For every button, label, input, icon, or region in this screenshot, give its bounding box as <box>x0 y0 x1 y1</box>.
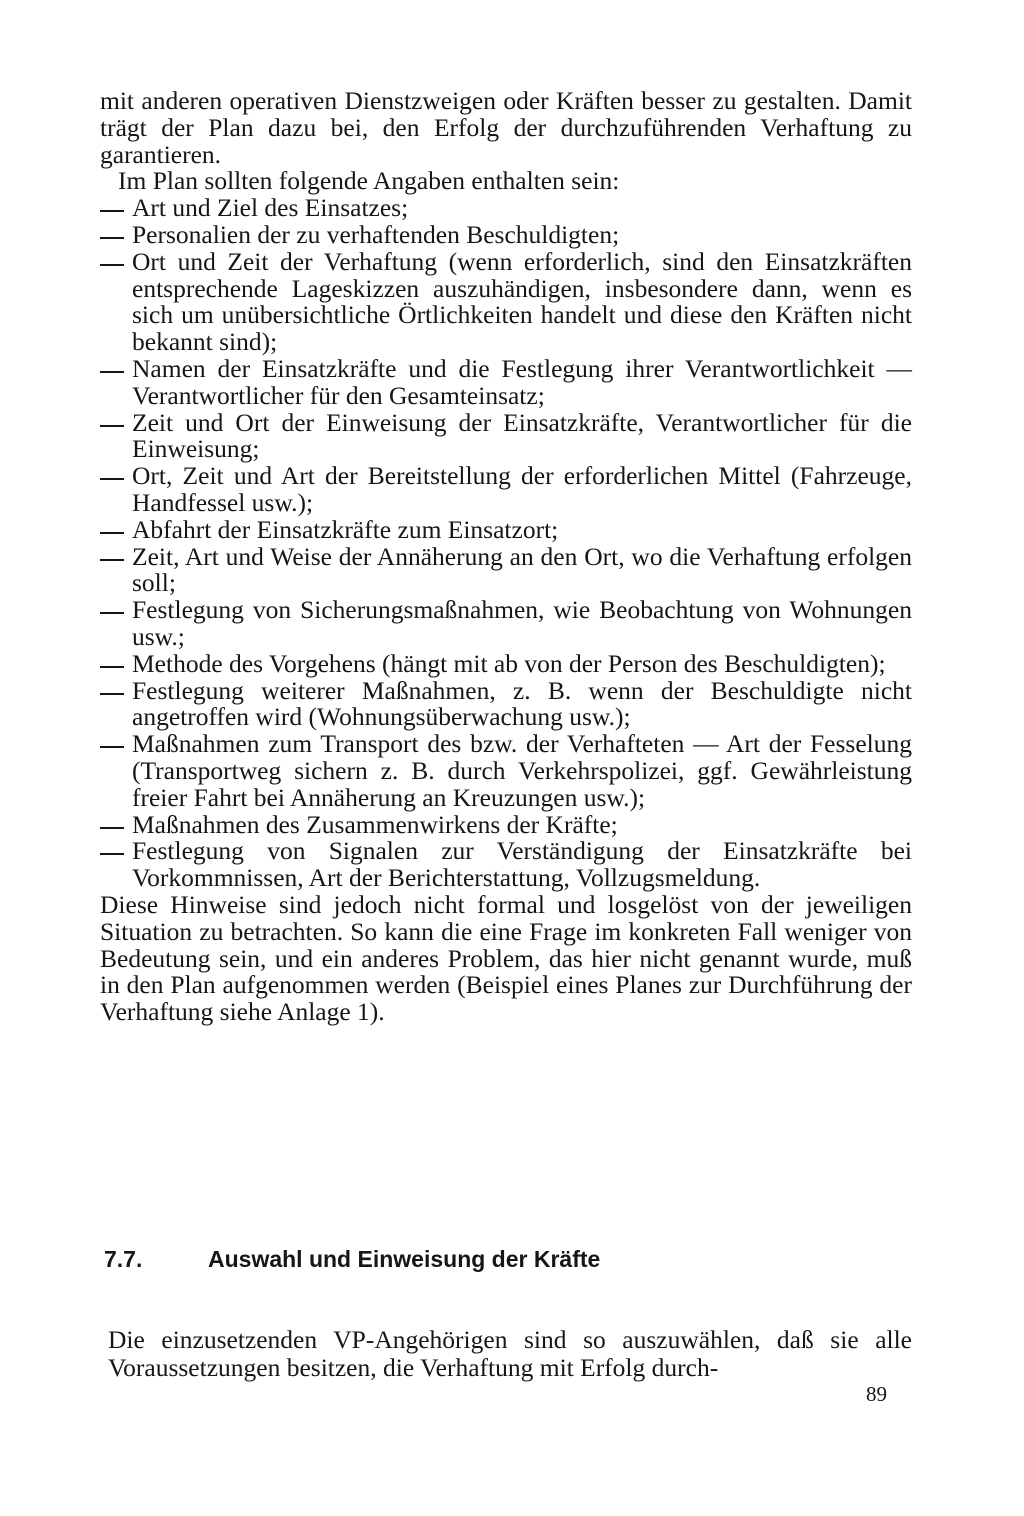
list-item-text: Zeit, Art und Weise der Annäherung an den Ort, wo die Verhaftung erfolgen soll; <box>132 541 912 598</box>
intro-paragraph: mit anderen operativen Dienstzweigen oder Kräften besser zu gestalten. Damit trägt der Plan dazu bei, den Erfolg der durchzuführenden Verhaftung zu garantieren. <box>100 86 912 169</box>
list-item-text: Personalien der zu verhaftenden Beschuldigten; <box>132 219 620 249</box>
list-item <box>100 195 912 222</box>
list-item-text: Maßnahmen zum Transport des bzw. der Verhafteten — Art der Fesselung (Transportweg sichern z. B. durch Verkehrspolizei, ggf. Gewährleistung freier Fahrt bei Annäherung an Kreuzungen usw.); <box>132 729 912 812</box>
list-item-text: Namen der Einsatzkräfte und die Festlegung ihrer Verantwortlichkeit — Verantwortlicher für den Gesamteinsatz; <box>132 353 912 410</box>
list-item <box>100 675 912 732</box>
section-paragraph: Die einzusetzenden VP-Angehörigen sind so auszuwählen, daß sie alle Voraussetzungen besitzen, die Verhaftung mit Erfolg durch- <box>108 1324 912 1382</box>
section-number: 7.7. <box>104 1246 143 1272</box>
list-item-text: Festlegung von Signalen zur Verständigung der Einsatzkräfte bei Vorkommnissen, Art der Berichterstattung, Vollzugsmeldung. <box>132 836 912 893</box>
list-item <box>100 246 912 357</box>
list-item <box>100 463 912 517</box>
requirements-list <box>100 195 912 892</box>
list-item <box>100 597 912 651</box>
list-item-text: Abfahrt der Einsatzkräfte zum Einsatzort; <box>132 514 559 544</box>
list-item <box>100 514 912 544</box>
list-item-text: Ort und Zeit der Verhaftung (wenn erforderlich, sind den Einsatzkräften entsprechende Lageskizzen auszuhändigen, insbesondere dann, wenn es sich um unübersichtliche Örtlichkeiten handelt und diese den Kräften nicht bekannt sind); <box>132 246 912 357</box>
list-item <box>100 731 912 811</box>
list-item <box>100 353 912 410</box>
list-item-text: Maßnahmen des Zusammenwirkens der Kräfte; <box>132 809 618 839</box>
list-item <box>100 838 912 892</box>
list-item <box>100 407 912 464</box>
list-intro: Im Plan sollten folgende Angaben enthalten sein: <box>118 166 620 196</box>
list-item <box>100 541 912 598</box>
page-number: 89 <box>866 1382 887 1406</box>
list-item <box>100 809 912 839</box>
list-item-text: Festlegung von Sicherungsmaßnahmen, wie Beobachtung von Wohnungen usw.; <box>132 595 912 651</box>
list-item <box>100 648 912 678</box>
section-title: Auswahl und Einweisung der Kräfte <box>208 1246 601 1272</box>
list-item-text: Festlegung weiterer Maßnahmen, z. B. wenn der Beschuldigte nicht angetroffen wird (Wohnungsüberwachung usw.); <box>132 675 912 732</box>
list-item-text: Art und Ziel des Einsatzes; <box>132 193 409 223</box>
closing-paragraph: Diese Hinweise sind jedoch nicht formal und losgelöst von der jeweiligen Situation zu betrachten. So kann die eine Frage im konkreten Fall weniger von Bedeutung sein, und ein anderes Problem, das hier nicht genannt wurde, muß in den Plan aufgenommen werden (Beispiel eines Planes zur Durchführung der Verhaftung siehe Anlage 1). <box>100 889 912 1027</box>
section-heading <box>104 1244 916 1274</box>
page-body <box>100 88 912 1026</box>
list-item-text: Methode des Vorgehens (hängt mit ab von der Person des Beschuldigten); <box>132 648 886 678</box>
list-item <box>100 219 912 249</box>
list-item-text: Zeit und Ort der Einweisung der Einsatzkräfte, Verantwortlicher für die Einweisung; <box>132 407 912 464</box>
list-item-text: Ort, Zeit und Art der Bereitstellung der erforderlichen Mittel (Fahrzeuge, Handfessel usw.); <box>132 461 912 517</box>
